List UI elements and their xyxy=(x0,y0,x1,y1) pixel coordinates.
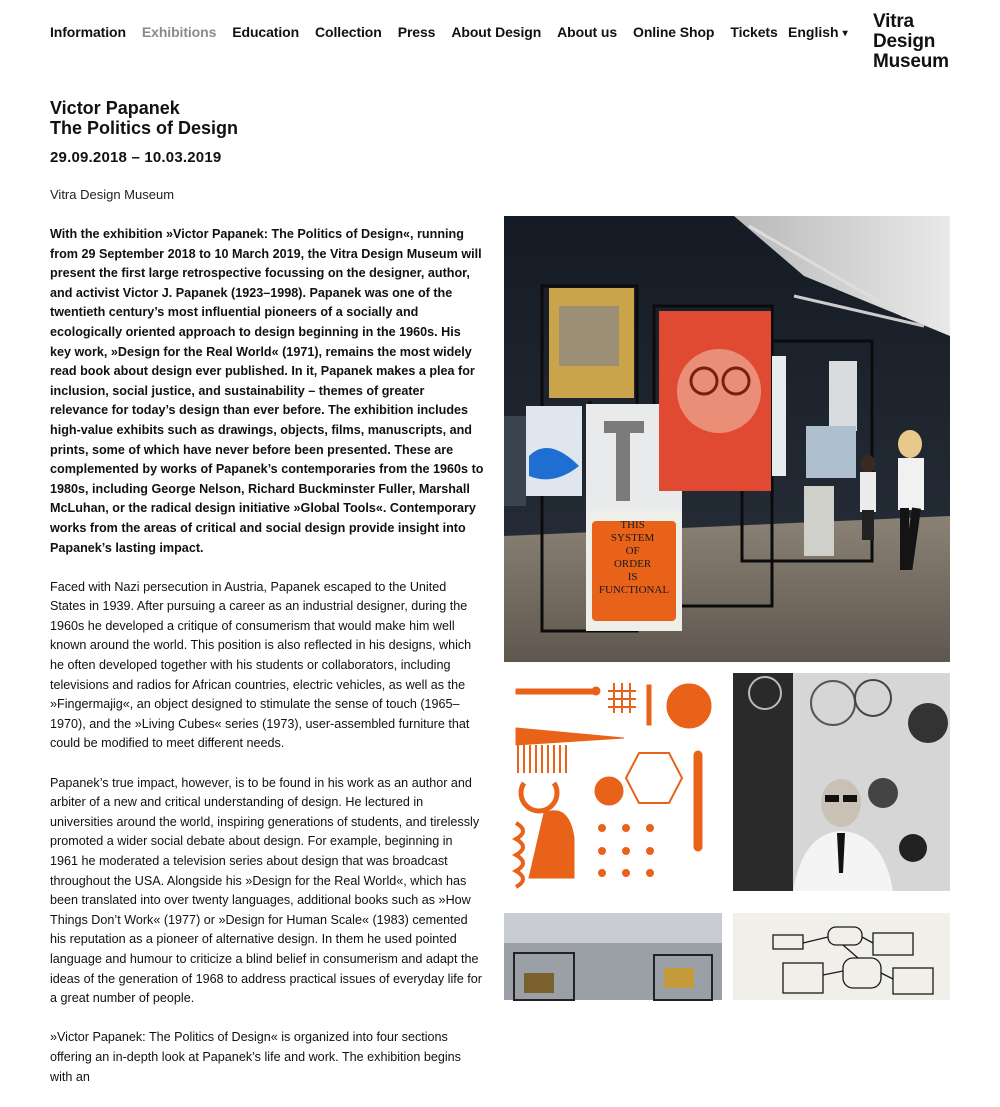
nav-item-exhibitions[interactable]: Exhibitions xyxy=(141,24,217,40)
exhibition-title xyxy=(50,98,238,138)
language-label: English xyxy=(788,24,839,40)
pictogram-image[interactable] xyxy=(504,673,722,891)
installation-illustration xyxy=(504,216,950,662)
lead-paragraph: With the exhibition »Victor Papanek: The Politics of Design«, running from 29 September 2018 to 10 March 2019, the Vitra Design Museum will present the first large retrospective focussing on the designer, author, and activist Victor J. Papanek (1923–1998). Papanek was one of the twentieth century’s most influential pioneers of a socially and ecologically oriented approach to design beginning in the 1960s. His key work, »Design for the Real World« (1971), remains the most widely read book about design ever published. In it, Papanek makes a plea for inclusion, social justice, and sustainability – themes of greater relevance for today’s design than ever before. The exhibition includes high-value exhibits such as drawings, objects, films, manuscripts, and prints, some of which have never before been presented. These are complemented by works of Papanek’s contemporaries from the 1960s to 1980s, including George Nelson, Richard Buckminster Fuller, Marshall McLuhan, or the radical design initiative »Global Tools«. Contemporary works from the areas of critical and social design provide insight into Papanek’s lasting impact. xyxy=(50,227,484,555)
exhibition-artist: Victor Papanek xyxy=(50,98,180,118)
hero-exhibition-photo[interactable] xyxy=(504,216,950,662)
nav-item-online-shop[interactable]: Online Shop xyxy=(633,24,715,40)
logo-line: Design xyxy=(873,31,936,52)
article-body xyxy=(50,225,484,1107)
body-paragraph: Faced with Nazi persecution in Austria, Papanek escaped to the United States in 1939. After pursuing a career as an industrial designer, during the 1960s he developed a critique of consumerism that would make him well known around the world. This position is also reflected in his designs, which he often developed together with his students or collaborators, including televisions and radios for African countries, electric vehicles, as well as the »Fingermajig«, an object designed to stimulate the sense of touch (1965–1970), and the »Living Cubes« series (1973), user-assembled furniture that could be modified to meet different needs. xyxy=(50,579,472,751)
nav-item-press[interactable]: Press xyxy=(397,24,436,40)
nav-item-information[interactable]: Information xyxy=(50,24,126,40)
exhibition-dates: 29.09.2018 – 10.03.2019 xyxy=(50,149,222,166)
nav-item-education[interactable]: Education xyxy=(232,24,300,40)
body-paragraph: Papanek’s true impact, however, is to be found in his work as an author and arbiter of a new and critical understanding of design. He lectured in universities around the world, inspiring generations of students, and tirelessly promoted a wider social debate about design. For example, beginning in 1961 he moderated a television series about design that was broadcast throughout the USA. Alongside his »Design for the Real World«, which has been translated into over twenty languages, additional books such as »How Things Don’t Work« (1977) or »Design for Human Scale« (1983) cemented his reputation as a pioneer of alternative design. In them he used pointed language and humour to criticize a blind belief in consumerism and adapt the ideas of the generation of 1968 to address practical issues of everyday life for a great number of people. xyxy=(50,775,482,1006)
sign-text: THIS SYSTEM OF ORDER IS FUNCTIONAL xyxy=(598,519,670,596)
nav-item-about-design[interactable]: About Design xyxy=(451,24,542,40)
portrait-photo[interactable] xyxy=(733,673,950,891)
gallery-room-photo[interactable] xyxy=(504,913,722,1000)
main-nav xyxy=(50,24,794,40)
logo-line: Vitra xyxy=(873,11,914,32)
exhibition-venue: Vitra Design Museum xyxy=(50,187,175,202)
logo-line: Museum xyxy=(873,51,949,72)
museum-logo[interactable] xyxy=(873,12,949,72)
nav-item-collection[interactable]: Collection xyxy=(315,24,382,40)
diagram-sketch-image[interactable] xyxy=(733,913,950,1000)
exhibition-subtitle: The Politics of Design xyxy=(50,118,239,138)
gallery-room-illustration xyxy=(504,913,722,1000)
nav-item-tickets[interactable]: Tickets xyxy=(730,24,778,40)
body-paragraph: »Victor Papanek: The Politics of Design« is organized into four sections offering an in-depth look at Papanek’s life and work. The exhibition begins with an xyxy=(50,1030,461,1084)
orange-pictograms xyxy=(504,673,722,891)
nav-item-about-us[interactable]: About us xyxy=(557,24,618,40)
mindmap-sketch xyxy=(733,913,950,1000)
chevron-down-icon: ▾ xyxy=(842,28,848,39)
portrait-illustration xyxy=(733,673,950,891)
language-selector[interactable] xyxy=(788,24,848,40)
